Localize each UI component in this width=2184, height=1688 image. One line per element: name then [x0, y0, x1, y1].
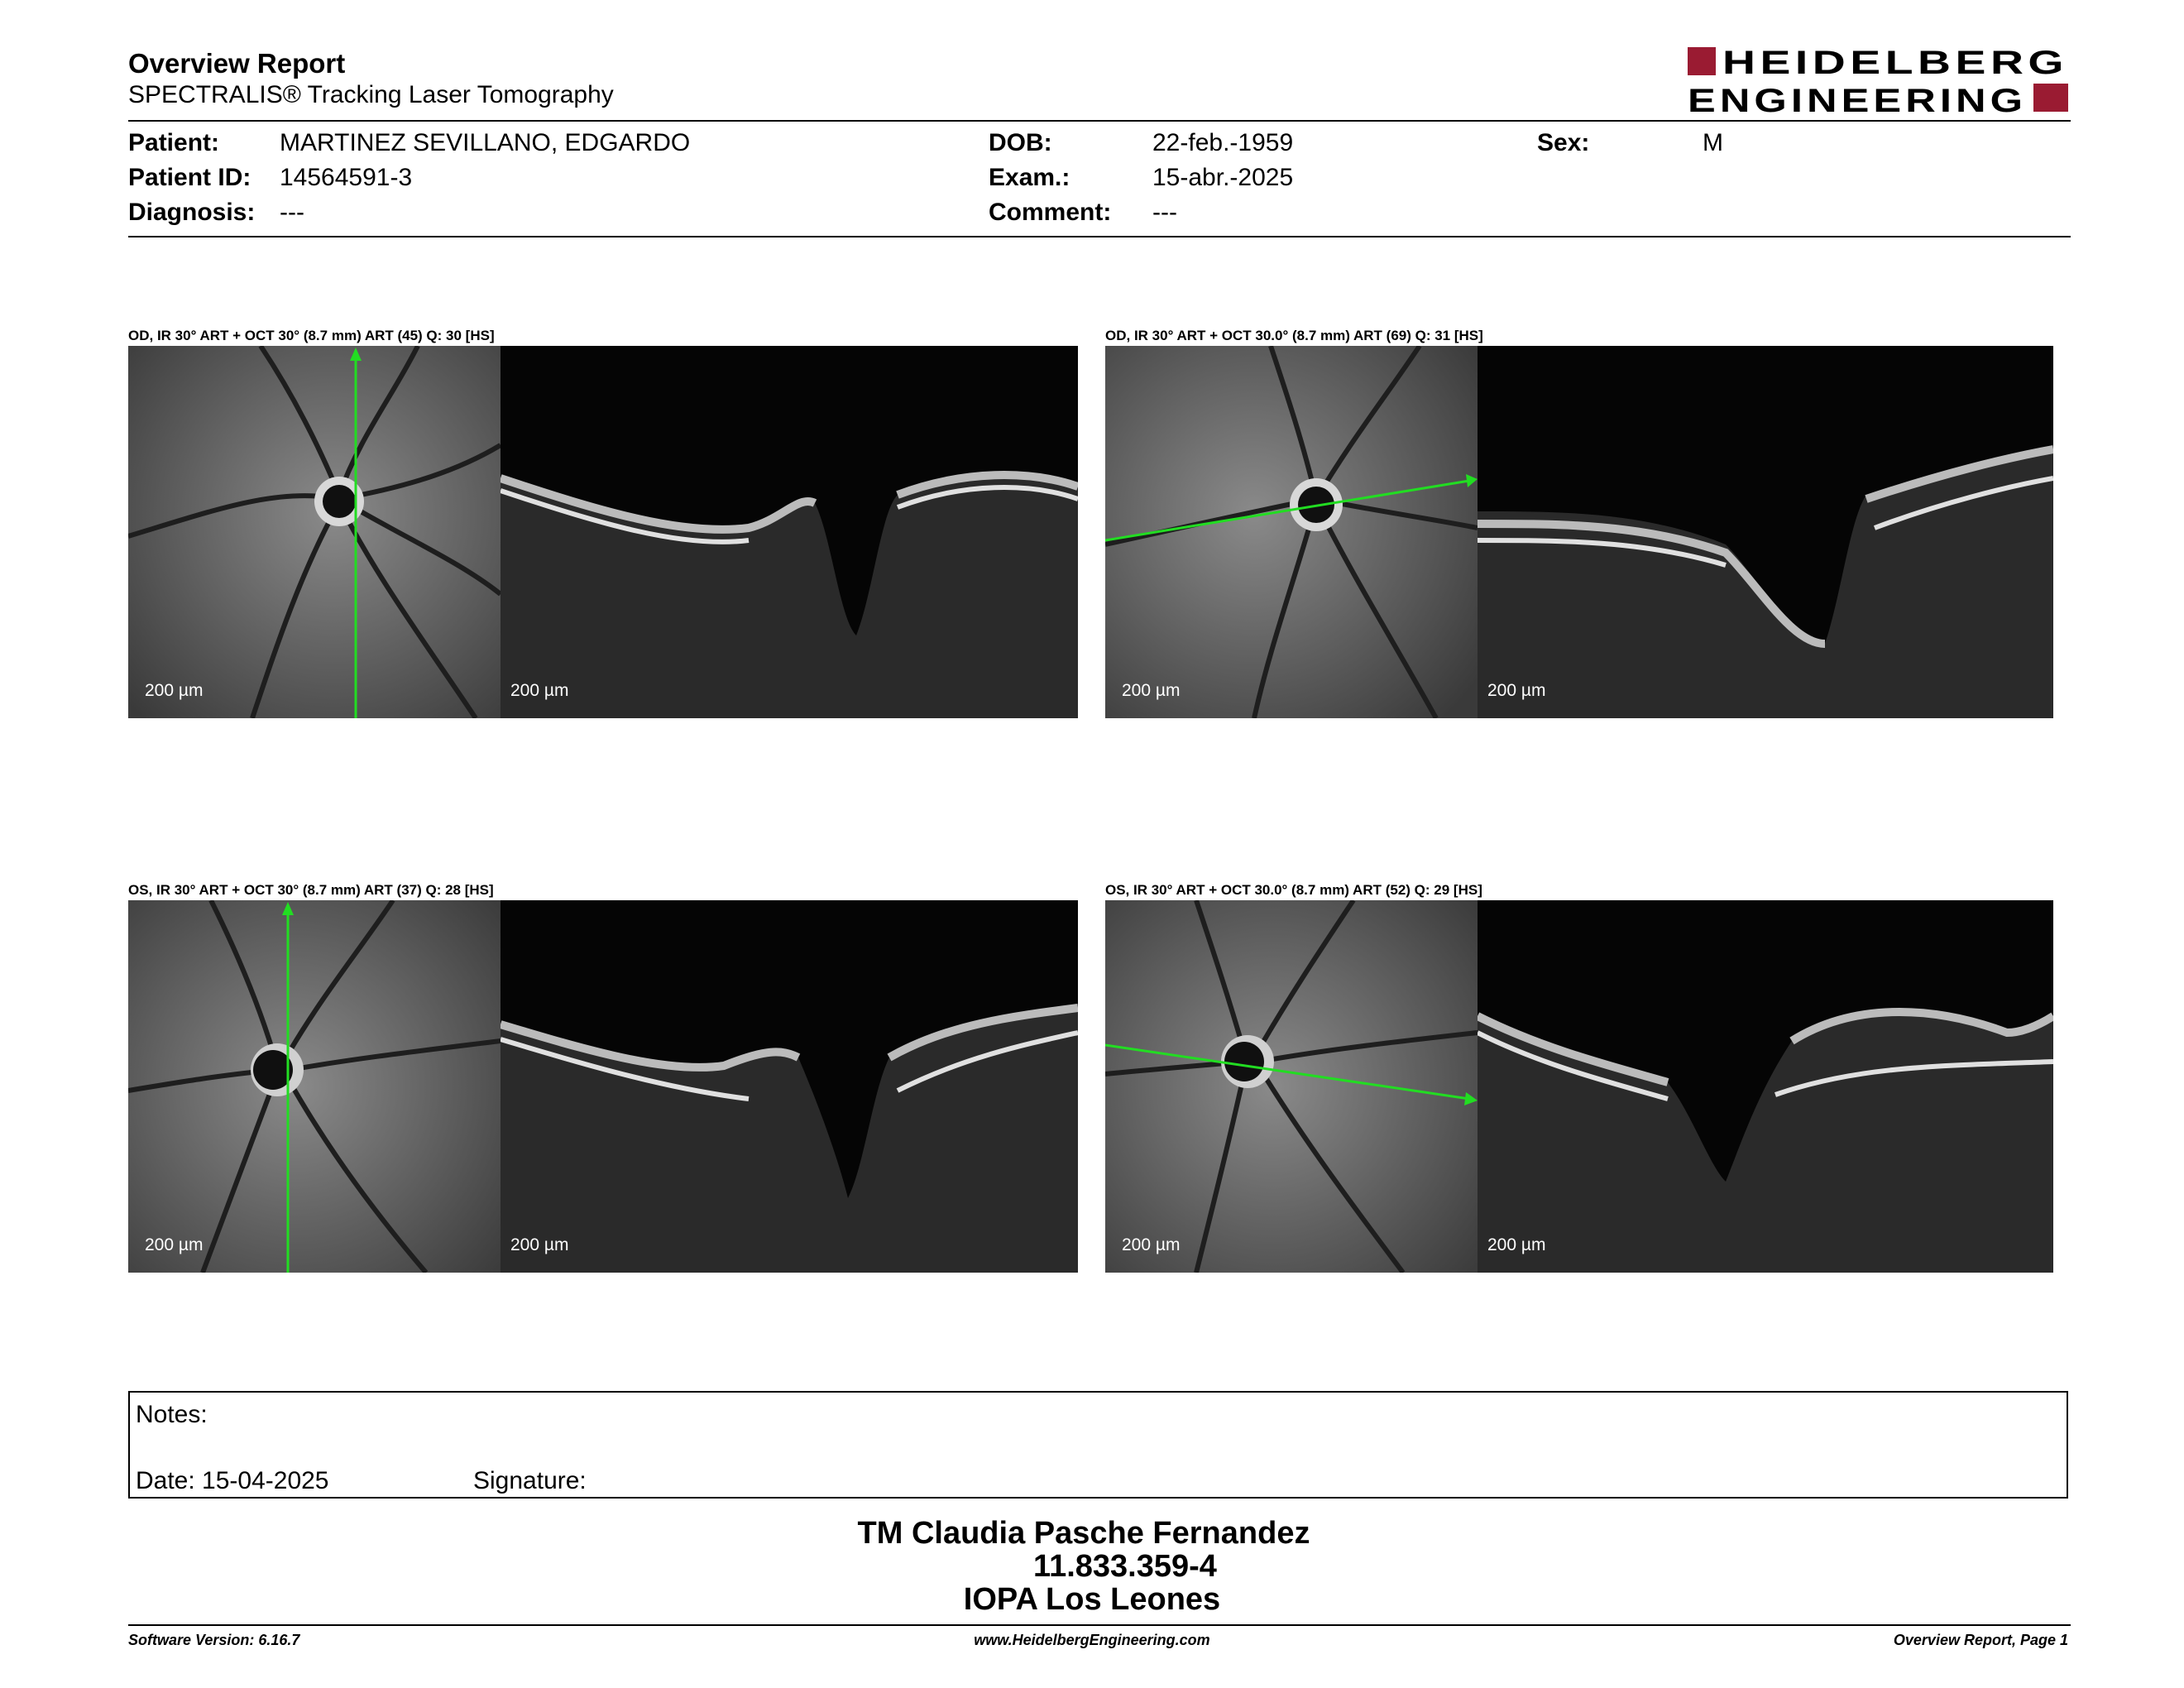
page-indicator: Overview Report, Page 1 — [1893, 1632, 2068, 1648]
ir-scale-label: 200 µm — [1122, 1235, 1181, 1254]
scan-header-od-2: OD, IR 30° ART + OCT 30.0° (8.7 mm) ART (69) Q: 31 [HS] — [1105, 328, 1483, 343]
dob-value: 22-feb.-1959 — [1152, 129, 1294, 156]
patient-id-label: Patient ID: — [128, 164, 251, 191]
signer-institution: IOPA Los Leones — [963, 1582, 1221, 1617]
date-label: Date: 15-04-2025 — [136, 1467, 329, 1494]
notes-box — [128, 1391, 2068, 1499]
website-link[interactable]: www.HeidelbergEngineering.com — [974, 1632, 1210, 1648]
report-subtitle: SPECTRALIS® Tracking Laser Tomography — [128, 81, 614, 108]
diagnosis-value: --- — [280, 199, 304, 226]
logo-line2: ENGINEERING — [1688, 83, 2027, 117]
ir-fundus-image-od-1 — [128, 346, 500, 718]
oct-bscan-image-od-1 — [500, 346, 1078, 718]
sex-value: M — [1703, 129, 1723, 156]
ir-scale-label: 200 µm — [145, 1235, 204, 1254]
scan-header-od-1: OD, IR 30° ART + OCT 30° (8.7 mm) ART (45) Q: 30 [HS] — [128, 328, 495, 343]
oct-bscan-image-os-2 — [1478, 900, 2053, 1273]
report-title: Overview Report — [128, 48, 346, 79]
exam-value: 15-abr.-2025 — [1152, 164, 1294, 191]
ir-fundus-image-os-2 — [1105, 900, 1478, 1273]
exam-label: Exam.: — [989, 164, 1070, 191]
patient-label: Patient: — [128, 129, 220, 156]
signature-label: Signature: — [473, 1467, 587, 1494]
oct-bscan-image-od-2 — [1478, 346, 2053, 718]
notes-label: Notes: — [136, 1401, 208, 1428]
logo-line1: HEIDELBERG — [1722, 46, 2068, 81]
oct-scale-label: 200 µm — [510, 1235, 569, 1254]
oct-scale-label: 200 µm — [1487, 681, 1546, 700]
ir-fundus-image-od-2 — [1105, 346, 1478, 718]
heidelberg-logo — [1688, 46, 2068, 117]
comment-value: --- — [1152, 199, 1177, 226]
oct-scale-label: 200 µm — [1487, 1235, 1546, 1254]
patient-id-value: 14564591-3 — [280, 164, 413, 191]
comment-label: Comment: — [989, 199, 1112, 226]
oct-scale-label: 200 µm — [510, 681, 569, 700]
ir-scale-label: 200 µm — [145, 681, 204, 700]
signer-name: TM Claudia Pasche Fernandez — [857, 1516, 1310, 1551]
ir-fundus-image-os-1 — [128, 900, 500, 1273]
dob-label: DOB: — [989, 129, 1052, 156]
scan-header-os-2: OS, IR 30° ART + OCT 30.0° (8.7 mm) ART (52) Q: 29 [HS] — [1105, 882, 1482, 898]
software-version: Software Version: 6.16.7 — [128, 1632, 300, 1648]
header-rule — [128, 120, 2071, 122]
sex-label: Sex: — [1537, 129, 1590, 156]
signer-id: 11.833.359-4 — [1033, 1549, 1217, 1584]
ir-scale-label: 200 µm — [1122, 681, 1181, 700]
footer-rule — [128, 1624, 2071, 1626]
patient-value: MARTINEZ SEVILLANO, EDGARDO — [280, 129, 691, 156]
scan-header-os-1: OS, IR 30° ART + OCT 30° (8.7 mm) ART (37) Q: 28 [HS] — [128, 882, 494, 898]
patient-rule — [128, 236, 2071, 237]
oct-bscan-image-os-1 — [500, 900, 1078, 1273]
diagnosis-label: Diagnosis: — [128, 199, 256, 226]
